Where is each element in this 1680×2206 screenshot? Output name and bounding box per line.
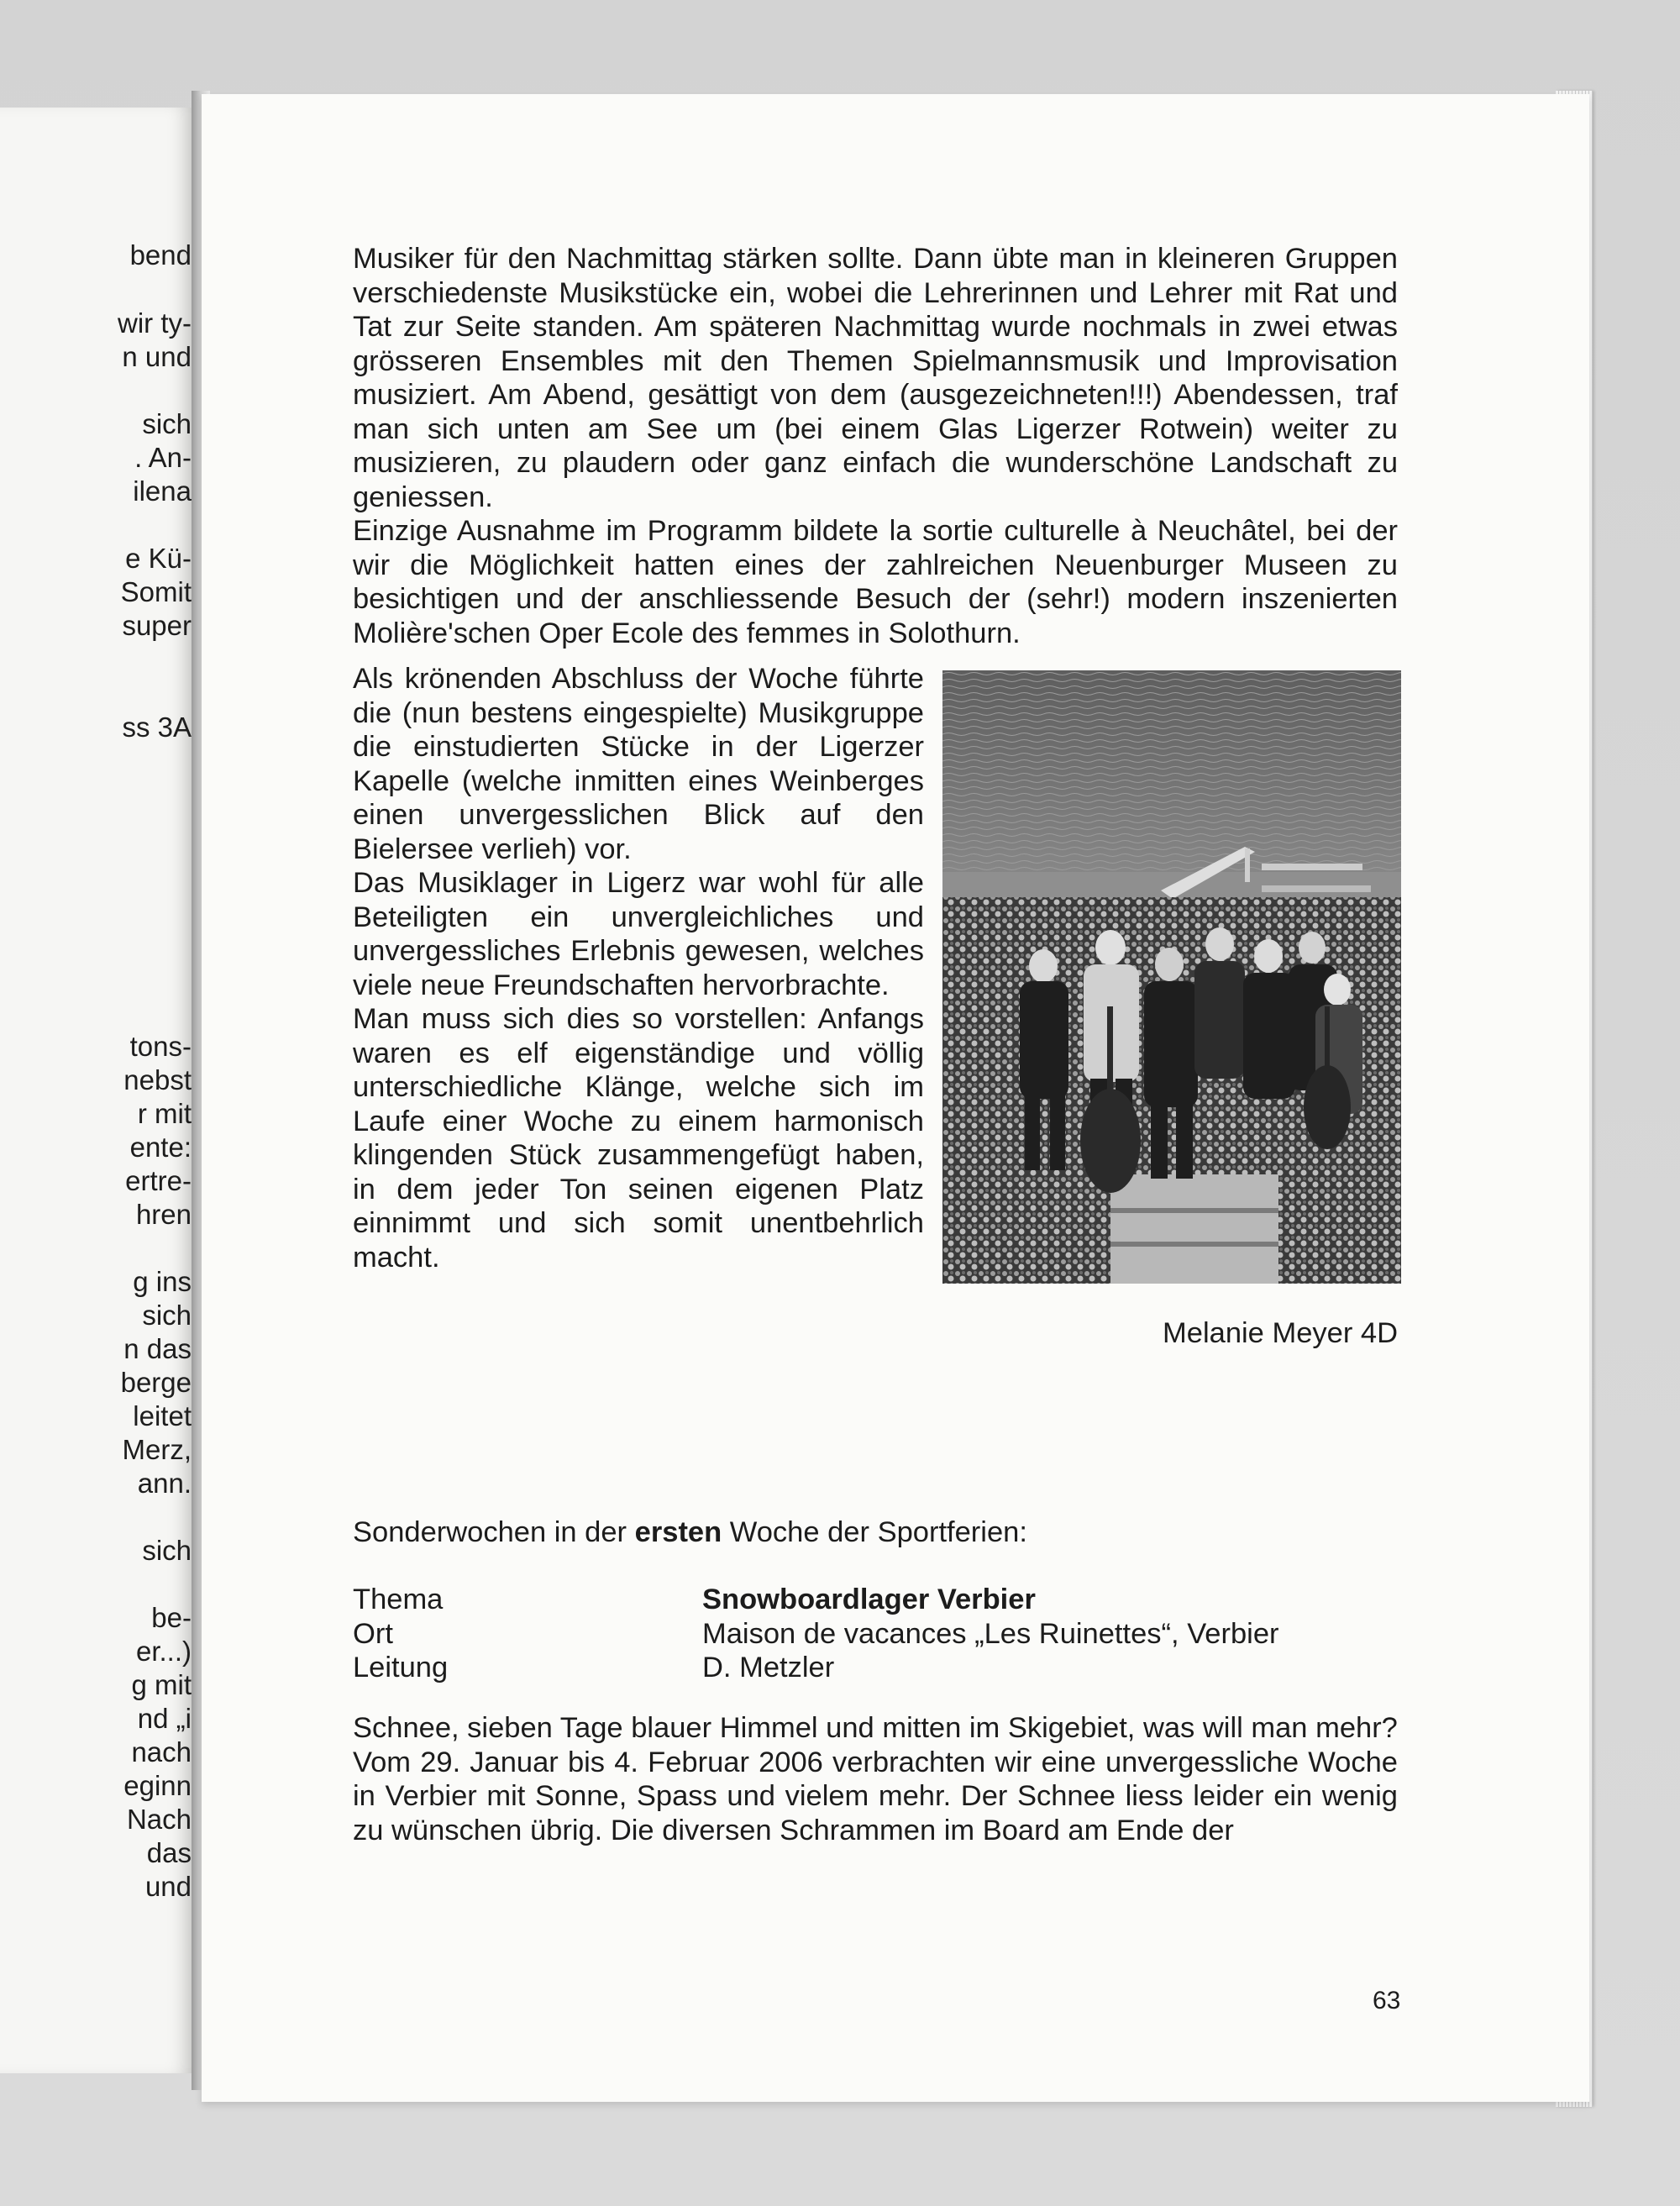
info-row (353, 1583, 1279, 1617)
snowboard-report (353, 1711, 1398, 1847)
left-fragment: leitet (133, 1400, 192, 1431)
article-top-text (353, 242, 1398, 650)
left-fragment: sich (142, 1300, 192, 1331)
info-key: Leitung (353, 1652, 449, 1683)
left-fragment: be- (151, 1602, 192, 1633)
left-fragment: super (122, 610, 192, 641)
left-fragment: Somit (120, 576, 192, 607)
right-page (202, 94, 1589, 2102)
left-fragment: nd „i (137, 1703, 192, 1734)
left-fragment: Merz, (122, 1434, 192, 1465)
left-fragment: ertre- (125, 1165, 192, 1196)
left-fragment: bend (129, 239, 192, 270)
special-week-info-table (353, 1583, 1279, 1685)
left-page-fragment (0, 108, 192, 2073)
left-fragment: ss 3A (122, 712, 192, 743)
left-fragment: Nach (126, 1804, 192, 1835)
left-fragment: g ins (133, 1266, 192, 1297)
page-number: 63 (1373, 1987, 1401, 2014)
left-fragment: und (144, 1871, 192, 1902)
intro-text: Woche der Sportferien: (722, 1516, 1027, 1548)
article-paragraph: Musiker für den Nachmittag stärken sollte. Dann übte man in kleineren Gruppen verschiedenste Musikstücke ein, wobei die Lehrerinnen und Lehrer mit Rat und Tat zur Seite standen. Am späteren Nachmittag wurde nochmals in zwei etwas grösseren Ensembles mit den Themen Spielmannsmusik und Improvisation musiziert. Am Abend, gesättigt von dem (ausgezeichneten!!!) Abendessen, traf man sich unten am See um (bei einem Glas Ligerzer Rotwein) weiter zu musizieren, zu plaudern oder ganz einfach die wunderschöne Landschaft zu geniessen. (353, 243, 1398, 513)
left-fragment: tons- (129, 1031, 192, 1062)
left-fragment: n und (122, 341, 192, 372)
info-key: Thema (353, 1584, 444, 1615)
left-fragment: nebst (123, 1064, 192, 1095)
article-left-column (353, 662, 924, 1274)
intro-text: Sonderwochen in der (353, 1516, 635, 1548)
left-fragment: nach (131, 1736, 192, 1767)
article-paragraph: Man muss sich dies so vorstellen: Anfangs waren es elf eigenständige und völlig unterschiedliche Klänge, welche sich im Laufe einer Woche zu einem harmonisch klingenden Stück zusammengefügt haben, in dem jeder Ton seinen eigenen Platz einnimmt und sich somit unentbehrlich macht. (353, 1003, 924, 1274)
info-key: Ort (353, 1617, 393, 1650)
left-fragment: g mit (131, 1669, 192, 1700)
left-fragment: n das (123, 1333, 192, 1364)
left-fragment: er...) (135, 1636, 192, 1667)
info-value: D. Metzler (702, 1652, 835, 1683)
info-row (353, 1617, 1279, 1652)
report-paragraph: Schnee, sieben Tage blauer Himmel und mitten im Skigebiet, was will man mehr? (353, 1712, 1398, 1744)
article-paragraph: Als krönenden Abschluss der Woche führte die (nun bestens eingespielte) Musikgruppe die einstudierten Stücke in der Ligerzer Kapelle (welche inmitten eines Weinberges einen unvergesslichen Blick auf den Bielersee verlieh) vor. (353, 663, 924, 865)
left-fragment: ente: (129, 1132, 192, 1163)
article-author: Melanie Meyer 4D (1163, 1317, 1398, 1349)
info-row (353, 1651, 1279, 1685)
photo-illustration (942, 670, 1401, 1284)
left-fragment: hren (135, 1199, 192, 1230)
special-weeks-intro (353, 1515, 1027, 1549)
article-paragraph: Einzige Ausnahme im Programm bildete la sortie culturelle à Neuchâtel, bei der wir die Möglichkeit hatten eines der zahlreichen Neuenburger Museen zu besichtigen und der anschliessende Besuch der (sehr!) modern inszenierten Molière'schen Oper Ecole des femmes in Solothurn. (353, 515, 1398, 649)
left-fragment: e Kü- (125, 543, 192, 574)
left-fragment: ilena (133, 475, 192, 507)
left-fragment: r mit (137, 1098, 192, 1129)
left-fragment: ann. (137, 1468, 192, 1499)
left-fragment: eginn (123, 1770, 192, 1801)
left-fragment: sich (142, 1535, 192, 1566)
left-fragment: . An- (134, 442, 192, 473)
article-paragraph: Das Musiklager in Ligerz war wohl für alle Beteiligten ein unvergleichliches und unvergessliches Erlebnis gewesen, welches viele neue Freundschaften hervorbrachte. (353, 867, 924, 1001)
report-paragraph: Vom 29. Januar bis 4. Februar 2006 verbrachten wir eine unvergessliche Woche in Verbier mit Sonne, Spass und vielem mehr. Der Schnee liess leider ein wenig zu wünschen übrig. Die diversen Schrammen im Board am Ende der (353, 1746, 1398, 1846)
left-fragment: wir ty- (118, 307, 192, 339)
left-fragment: sich (142, 408, 192, 439)
left-fragment: das (146, 1837, 192, 1868)
music-group-photo (942, 670, 1401, 1284)
info-value: Maison de vacances „Les Ruinettes“, Verbier (702, 1617, 1279, 1650)
info-value: Snowboardlager Verbier (702, 1584, 1036, 1615)
intro-bold: ersten (634, 1516, 722, 1548)
left-fragment: berge (120, 1367, 192, 1398)
